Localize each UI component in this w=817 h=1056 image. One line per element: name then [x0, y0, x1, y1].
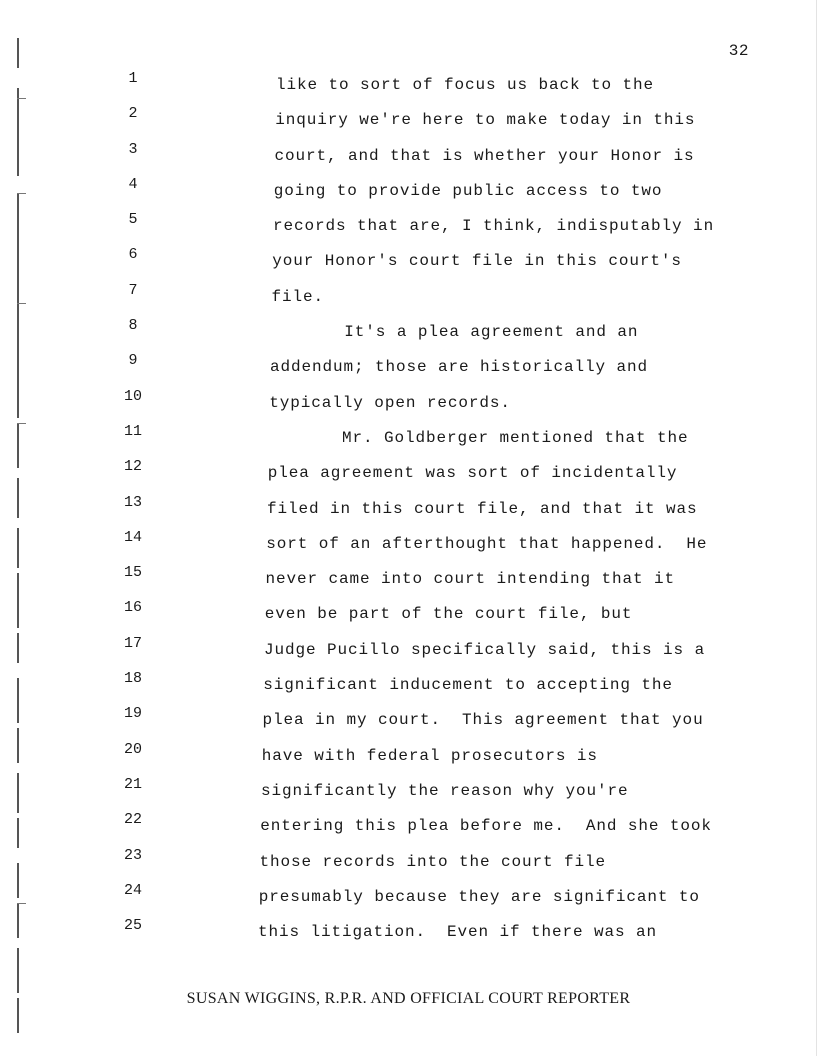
page-number: 32 [728, 42, 749, 60]
transcript-body [0, 70, 817, 952]
line-number: 24 [123, 881, 142, 899]
line-number: 10 [123, 387, 142, 405]
line-number: 9 [128, 352, 138, 370]
line-number: 2 [128, 105, 138, 123]
line-text: file. [271, 287, 325, 306]
line-number: 21 [123, 775, 142, 793]
transcript-line [0, 70, 817, 105]
line-text: typically open records. [269, 393, 511, 412]
line-text: your Honor's court file in this court's [272, 252, 682, 271]
line-number: 3 [128, 140, 138, 158]
transcript-line [0, 211, 817, 246]
transcript-line [0, 388, 817, 423]
line-text: court, and that is whether your Honor is [274, 146, 695, 165]
line-number: 15 [123, 564, 142, 582]
line-number: 8 [128, 317, 138, 335]
transcript-line [0, 741, 817, 776]
transcript-line [0, 599, 817, 634]
line-number: 6 [128, 246, 138, 264]
transcript-line [0, 564, 817, 599]
transcript-line [0, 176, 817, 211]
transcript-line [0, 494, 817, 529]
line-number: 1 [128, 70, 138, 87]
line-text: those records into the court file [259, 852, 607, 871]
line-text: records that are, I think, indisputably in [273, 217, 715, 236]
transcript-line [0, 776, 817, 811]
line-text: filed in this court file, and that it was [267, 499, 698, 518]
line-text: even be part of the court file, but [264, 605, 633, 624]
line-text: plea in my court. This agreement that you [262, 711, 704, 730]
transcript-line [0, 246, 817, 281]
line-number: 19 [123, 705, 142, 723]
transcript-line [0, 529, 817, 564]
transcript-line [0, 352, 817, 387]
line-text: Mr. Goldberger mentioned that the [268, 428, 689, 447]
line-text: never came into court intending that it [265, 570, 676, 589]
line-number: 23 [123, 846, 142, 864]
transcript-line [0, 917, 817, 952]
transcript-line [0, 847, 817, 882]
transcript-line [0, 282, 817, 317]
line-number: 20 [123, 740, 142, 758]
line-text: significant inducement to accepting the [263, 676, 673, 695]
line-number: 25 [123, 917, 142, 935]
line-number: 5 [128, 211, 138, 229]
transcript-line [0, 141, 817, 176]
line-text: entering this plea before me. And she took [260, 817, 712, 836]
transcript-line [0, 811, 817, 846]
line-number: 13 [123, 493, 142, 511]
binding-mark [17, 948, 19, 993]
line-number: 17 [123, 634, 142, 652]
line-number: 22 [123, 811, 142, 829]
line-number: 4 [128, 175, 138, 193]
reporter-footer: SUSAN WIGGINS, R.P.R. AND OFFICIAL COURT REPORTER [186, 990, 631, 1007]
transcript-line [0, 670, 817, 705]
line-text: inquiry we're here to make today in this [275, 111, 696, 130]
transcript-line [0, 105, 817, 140]
line-text: sort of an afterthought that happened. He [266, 534, 708, 553]
line-number: 18 [123, 670, 142, 688]
line-text: It's a plea agreement and an [270, 323, 639, 342]
transcript-line [0, 423, 817, 458]
transcript-line [0, 635, 817, 670]
line-text: addendum; those are historically and [270, 358, 649, 377]
line-text: have with federal prosecutors is [261, 746, 598, 765]
transcript-line [0, 458, 817, 493]
line-number: 7 [128, 281, 138, 299]
line-text: like to sort of focus us back to the [276, 76, 655, 94]
line-text: going to provide public access to two [273, 181, 663, 200]
line-number: 16 [123, 599, 142, 617]
line-text: Judge Pucillo specifically said, this is a [264, 640, 706, 659]
transcript-line [0, 317, 817, 352]
binding-mark [17, 38, 19, 68]
line-number: 11 [123, 422, 142, 440]
line-text: plea agreement was sort of incidentally [267, 464, 678, 483]
line-text: this litigation. Even if there was an [258, 923, 658, 942]
line-text: significantly the reason why you're [261, 781, 629, 800]
transcript-line [0, 882, 817, 917]
line-text: presumably because they are significant to [258, 887, 700, 906]
line-number: 12 [123, 458, 142, 476]
line-number: 14 [123, 528, 142, 546]
transcript-line [0, 705, 817, 740]
